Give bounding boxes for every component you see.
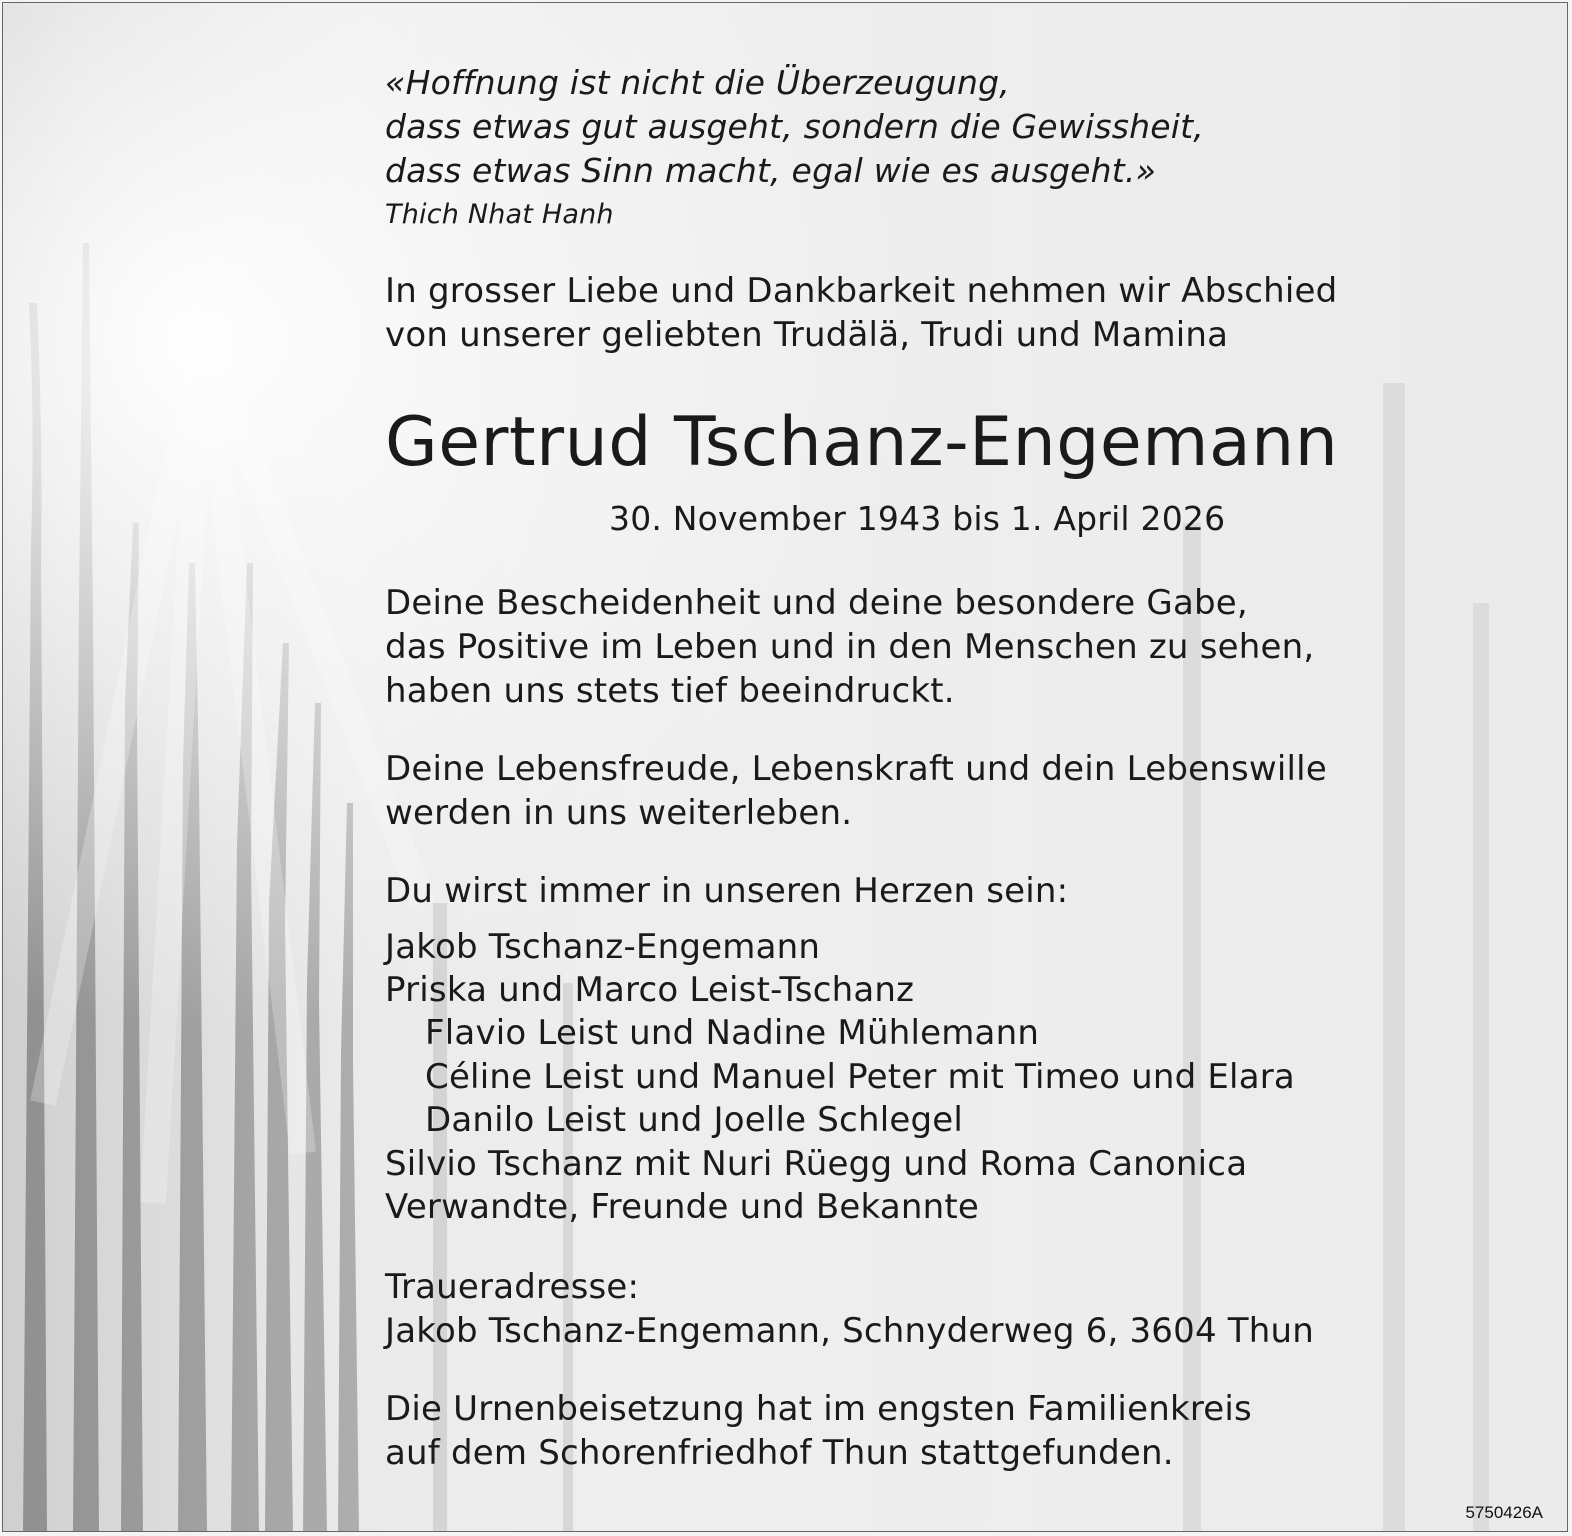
mourner-line: Verwandte, Freunde und Bekannte	[385, 1187, 979, 1227]
intro-line-2: von unserer geliebten Trudälä, Trudi und Mamina	[385, 315, 1229, 355]
obituary-notice	[2, 2, 1568, 1532]
mourner-line: Silvio Tschanz mit Nuri Rüegg und Roma Canonica	[385, 1144, 1248, 1184]
paragraph1-line-1: Deine Bescheidenheit und deine besondere Gabe,	[385, 583, 1248, 623]
address-label: Traueradresse:	[385, 1267, 640, 1307]
deceased-name: Gertrud Tschanz-Engemann	[385, 403, 1339, 482]
paragraph2-line-2: werden in uns weiterleben.	[385, 793, 853, 833]
mourner-line: Jakob Tschanz-Engemann	[385, 927, 821, 967]
mourner-line: Priska und Marco Leist-Tschanz	[385, 970, 915, 1010]
quote-line-2: dass etwas gut ausgeht, sondern die Gewissheit,	[385, 107, 1204, 146]
closing-line-2: auf dem Schorenfriedhof Thun stattgefunden.	[385, 1433, 1174, 1473]
mourner-line: Flavio Leist und Nadine Mühlemann	[425, 1013, 1040, 1053]
paragraph2-line-1: Deine Lebensfreude, Lebenskraft und dein Lebenswille	[385, 749, 1327, 789]
paragraph1-line-2: das Positive im Leben und in den Menschen zu sehen,	[385, 627, 1315, 667]
quote-line-1: «Hoffnung ist nicht die Überzeugung,	[385, 63, 1010, 102]
closing-line-1: Die Urnenbeisetzung hat im engsten Familienkreis	[385, 1389, 1252, 1429]
quote-author: Thich Nhat Hanh	[385, 199, 614, 230]
reference-code: 5750426A	[1465, 1503, 1543, 1522]
mourner-line: Danilo Leist und Joelle Schlegel	[425, 1100, 964, 1140]
paragraph1-line-3: haben uns stets tief beeindruckt.	[385, 671, 955, 711]
mourner-line: Céline Leist und Manuel Peter mit Timeo und Elara	[425, 1057, 1295, 1097]
intro-line-1: In grosser Liebe und Dankbarkeit nehmen wir Abschied	[385, 271, 1338, 311]
life-dates: 30. November 1943 bis 1. April 2026	[609, 499, 1226, 538]
quote-line-3: dass etwas Sinn macht, egal wie es ausgeht.»	[385, 151, 1157, 190]
address-value: Jakob Tschanz-Engemann, Schnyderweg 6, 3604 Thun	[385, 1311, 1315, 1351]
mourners-intro: Du wirst immer in unseren Herzen sein:	[385, 871, 1069, 911]
